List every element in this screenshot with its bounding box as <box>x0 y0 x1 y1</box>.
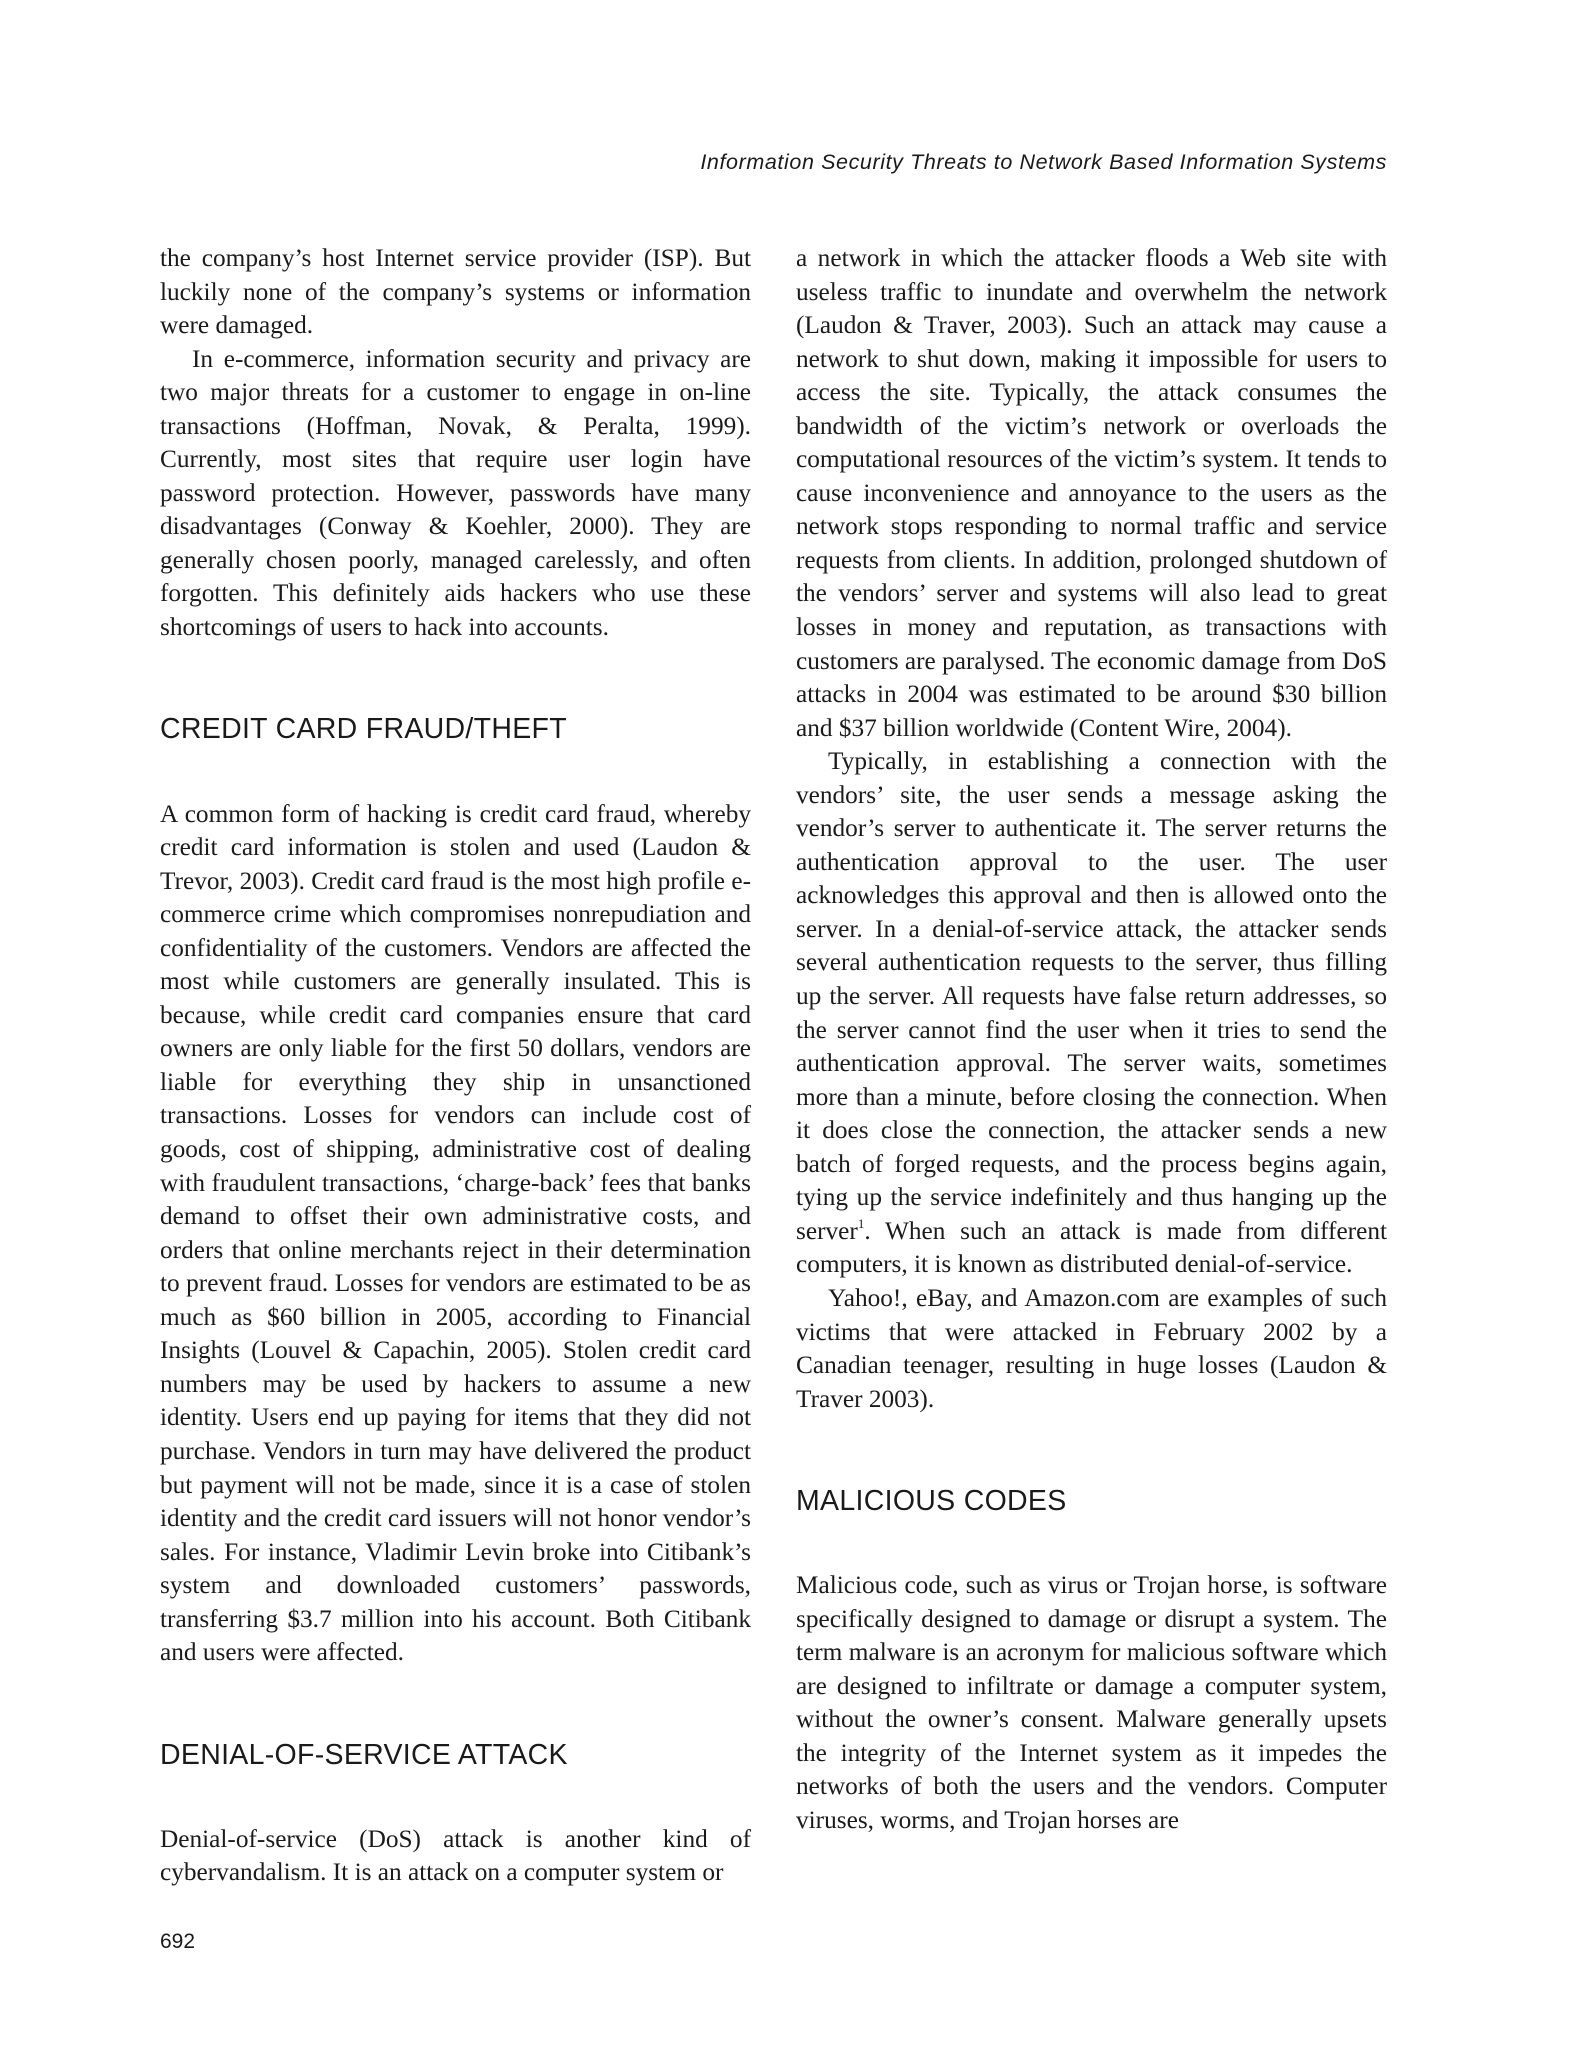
footnote-marker: 1 <box>857 1215 865 1231</box>
section-heading-malicious-codes: MALICIOUS CODES <box>796 1485 1067 1518</box>
paragraph-malicious-codes: Malicious code, such as virus or Trojan horse, is software specifically designed to damage or disrupt a system. The term malware is an acronym for malicious software which are designed to infiltrate or damage a computer system, without the owner’s consent. Malware generally upsets the integrity of the Internet system as it impedes the networks of both the users and the vendors. Computer viruses, worms, and Trojan horses are <box>796 1571 1387 1834</box>
paragraph-dos-intro: Denial-of-service (DoS) attack is another kind of cybervandalism. It is an attack on a computer system or <box>160 1824 751 1887</box>
paragraph-dos-connection-text-end: . When such an attack is made from different computers, it is known as distributed denial-of-service. <box>796 1216 1387 1279</box>
running-head: Information Security Threats to Network Based Information Systems <box>700 150 1387 174</box>
page-number: 692 <box>160 1930 196 1953</box>
paragraph-isp-continued: the company’s host Internet service provider (ISP). But luckily none of the company’s systems or information were damaged. <box>160 244 751 340</box>
paragraph-dos-continued: a network in which the attacker floods a Web site with useless traffic to inundate and overwhelm the network (Laudon & Traver, 2003). Such an attack may cause a network to shut down, making it impossible for users to access the site. Typically, the attack consumes the bandwidth of the victim’s network or overloads the computational resources of the victim’s system. It tends to cause inconvenience and annoyance to the users as the network stops responding to normal traffic and service requests from clients. In addition, prolonged shutdown of the vendors’ server and systems will also lead to great losses in money and reputation, as transactions with customers are paralysed. The economic damage from DoS attacks in 2004 was estimated to be around $30 billion and $37 billion worldwide (Content Wire, 2004). <box>796 244 1387 742</box>
paragraph-dos-connection <box>796 745 1387 1282</box>
paragraph-dos-examples: Yahoo!, eBay, and Amazon.com are examples of such victims that were attacked in February 2002 by a Canadian teenager, resulting in huge losses (Laudon & Traver 2003). <box>796 1283 1387 1413</box>
paragraph-dos-connection-text: Typically, in establishing a connection with the vendors’ site, the user sends a message asking the vendor’s server to authenticate it. The server returns the authentication approval to the user. The user acknowledges this approval and then is allowed onto the server. In a denial-of-service attack, the attacker sends several authentication requests to the server, thus filling up the server. All requests have false return addresses, so the server cannot find the user when it tries to send the authentication approval. The server waits, sometimes more than a minute, before closing the connection. When it does close the connection, the attacker sends a new batch of forged requests, and the process begins again, tying up the service indefinitely and thus hanging up the server <box>796 747 1387 1245</box>
section-heading-credit-card-fraud: CREDIT CARD FRAUD/THEFT <box>160 712 567 745</box>
left-column <box>160 242 751 1890</box>
right-column <box>796 242 1387 1838</box>
paragraph-ecommerce-security: In e-commerce, information security and privacy are two major threats for a customer to engage in on-line transactions (Hoffman, Novak, & Peralta, 1999). Currently, most sites that require user login have password protection. However, passwords have many disadvantages (Conway & Koehler, 2000). They are generally chosen poorly, managed carelessly, and often forgotten. This definitely aids hackers who use these shortcomings of users to hack into accounts. <box>160 344 751 642</box>
section-heading-denial-of-service: DENIAL-OF-SERVICE ATTACK <box>160 1738 568 1771</box>
paragraph-credit-card-fraud: A common form of hacking is credit card fraud, whereby credit card information is stolen and used (Laudon & Trevor, 2003). Credit card fraud is the most high profile e-commerce crime which compromises nonrepudiation and confidentiality of the customers. Vendors are affected the most while customers are generally insulated. This is because, while credit card companies ensure that card owners are only liable for the first 50 dollars, vendors are liable for everything they ship in unsanctioned transactions. Losses for vendors can include cost of goods, cost of shipping, administrative cost of dealing with fraudulent transactions, ‘charge-back’ fees that banks demand to offset their own administrative costs, and orders that online merchants reject in their determination to prevent fraud. Losses for vendors are estimated to be as much as $60 billion in 2005, according to Financial Insights (Louvel & Capachin, 2005). Stolen credit card numbers may be used by hackers to assume a new identity. Users end up paying for items that they did not purchase. Vendors in turn may have delivered the product but payment will not be made, since it is a case of stolen identity and the credit card issuers will not honor vendor’s sales. For instance, Vladimir Levin broke into Citibank’s system and downloaded customers’ passwords, transferring $3.7 million into his account. Both Citibank and users were affected. <box>160 799 751 1667</box>
